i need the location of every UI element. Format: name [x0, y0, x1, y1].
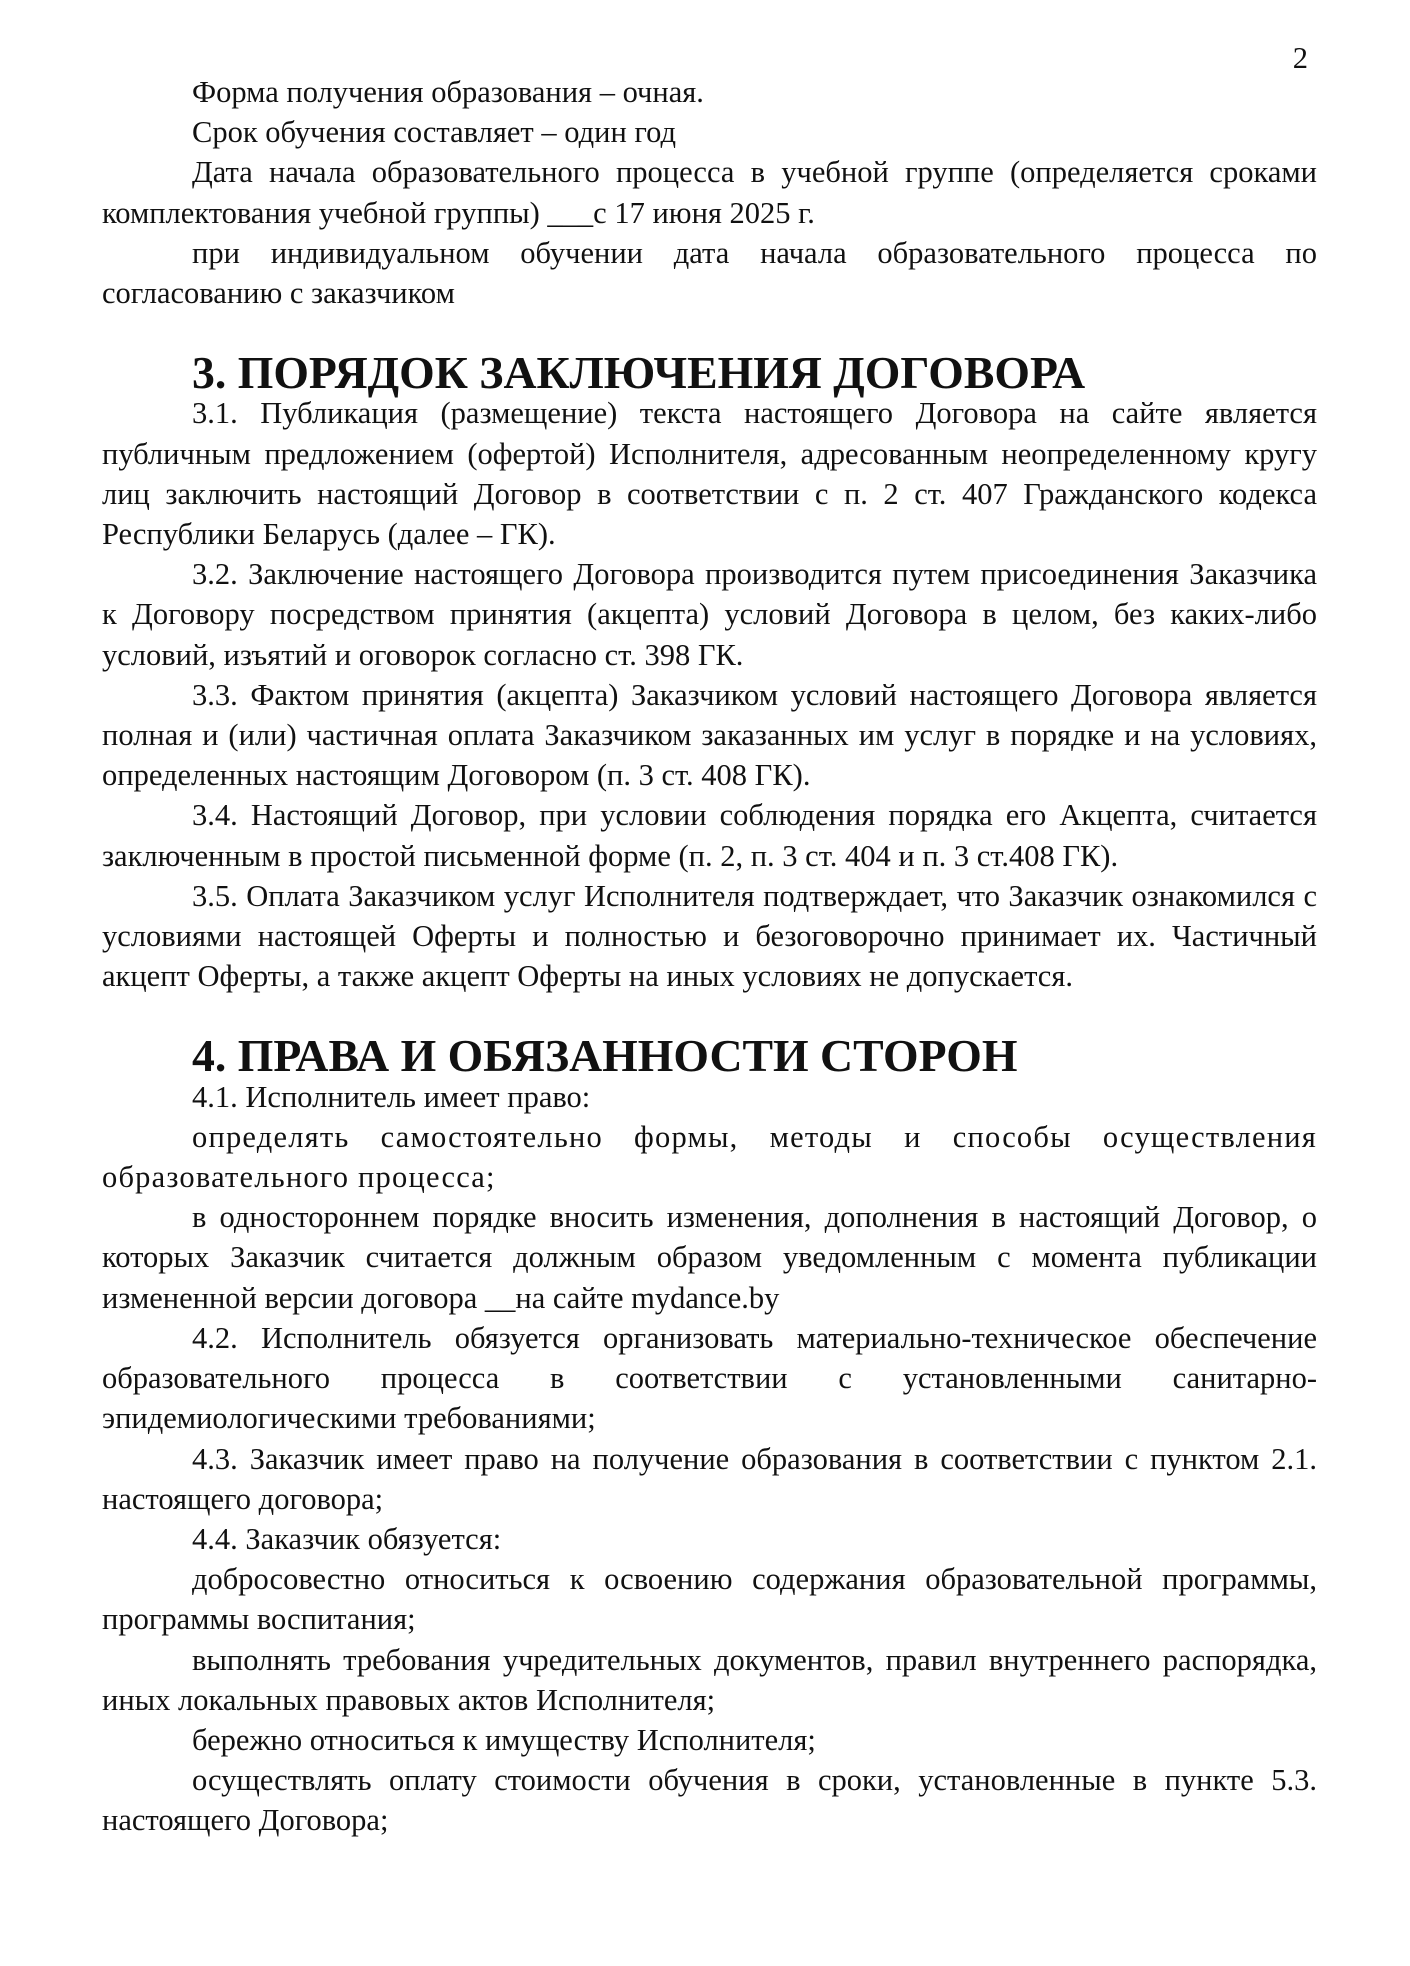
section-4-heading: 4. ПРАВА И ОБЯЗАННОСТИ СТОРОН: [192, 1030, 1018, 1082]
clause-4-1-item-changes: в одностороннем порядке вносить изменения, дополнения в настоящий Договор, о которых Заказчик считается должным образом уведомленным с момента публикации измененной версии договора __на сайте mydance.by: [102, 1200, 1317, 1315]
clause-3-4: 3.4. Настоящий Договор, при условии соблюдения порядка его Акцепта, считается заключенным в простой письменной форме (п. 2, п. 3 ст. 404 и п. 3 ст.408 ГК).: [102, 798, 1317, 873]
clause-4-4-item-payment: осуществлять оплату стоимости обучения в сроки, установленные в пункте 5.3. настоящего Договора;: [102, 1763, 1317, 1838]
clause-3-5: 3.5. Оплата Заказчиком услуг Исполнителя подтверждает, что Заказчик ознакомился с условиями настоящей Оферты и полностью и безоговорочно принимает их. Частичный акцепт Оферты, а также акцепт Оферты на иных условиях не допускается.: [102, 878, 1317, 994]
clause-4-4: 4.4. Заказчик обязуется:: [192, 1521, 502, 1556]
clause-3-1: 3.1. Публикация (размещение) текста настоящего Договора на сайте является публичным предложением (офертой) Исполнителя, адресованным неопределенному кругу лиц заключить настоящий Договор в соответствии с п. 2 ст. 407 Гражданского кодекса Республики Беларусь (далее – ГК).: [102, 396, 1317, 552]
clause-3-3: 3.3. Фактом принятия (акцепта) Заказчиком условий настоящего Договора является полная и (или) частичная оплата Заказчиком заказанных им услуг в порядке и на условиях, определенных настоящим Договором (п. 3 ст. 408 ГК).: [102, 677, 1317, 793]
education-form-line: Форма получения образования – очная.: [192, 75, 704, 109]
individual-training-paragraph: при индивидуальном обучении дата начала образовательного процесса по согласованию с заказчиком: [102, 235, 1317, 311]
section-3-heading: 3. ПОРЯДОК ЗАКЛЮЧЕНИЯ ДОГОВОРА: [192, 347, 1086, 399]
page-number: 2: [1292, 41, 1308, 75]
clause-4-1-item-methods: определять самостоятельно формы, методы и способы осуществления образовательного процесса;: [102, 1119, 1317, 1195]
clause-4-4-item-rules: выполнять требования учредительных документов, правил внутреннего распорядка, иных локальных правовых актов Исполнителя;: [102, 1642, 1317, 1717]
start-date-paragraph: Дата начала образовательного процесса в учебной группе (определяется сроками комплектования учебной группы) ___с 17 июня 2025 г.: [102, 155, 1317, 230]
education-term-line: Срок обучения составляет – один год: [192, 115, 677, 150]
clause-4-4-item-study: добросовестно относиться к освоению содержания образовательной программы, программы воспитания;: [102, 1562, 1317, 1637]
clause-4-3: 4.3. Заказчик имеет право на получение образования в соответствии с пунктом 2.1. настоящего договора;: [102, 1441, 1317, 1516]
page-content: [102, 72, 1317, 1841]
clause-4-4-item-property: бережно относиться к имуществу Исполнителя;: [192, 1722, 816, 1757]
clause-3-2: 3.2. Заключение настоящего Договора производится путем присоединения Заказчика к Договору посредством принятия (акцепта) условий Договора в целом, без каких-либо условий, изъятий и оговорок согласно ст. 398 ГК.: [102, 557, 1317, 672]
clause-4-1: 4.1. Исполнитель имеет право:: [192, 1079, 591, 1114]
clause-4-2: 4.2. Исполнитель обязуется организовать материально-техническое обеспечение образовательного процесса в соответствии с установленными санитарно-эпидемиологическими требованиями;: [102, 1320, 1317, 1436]
